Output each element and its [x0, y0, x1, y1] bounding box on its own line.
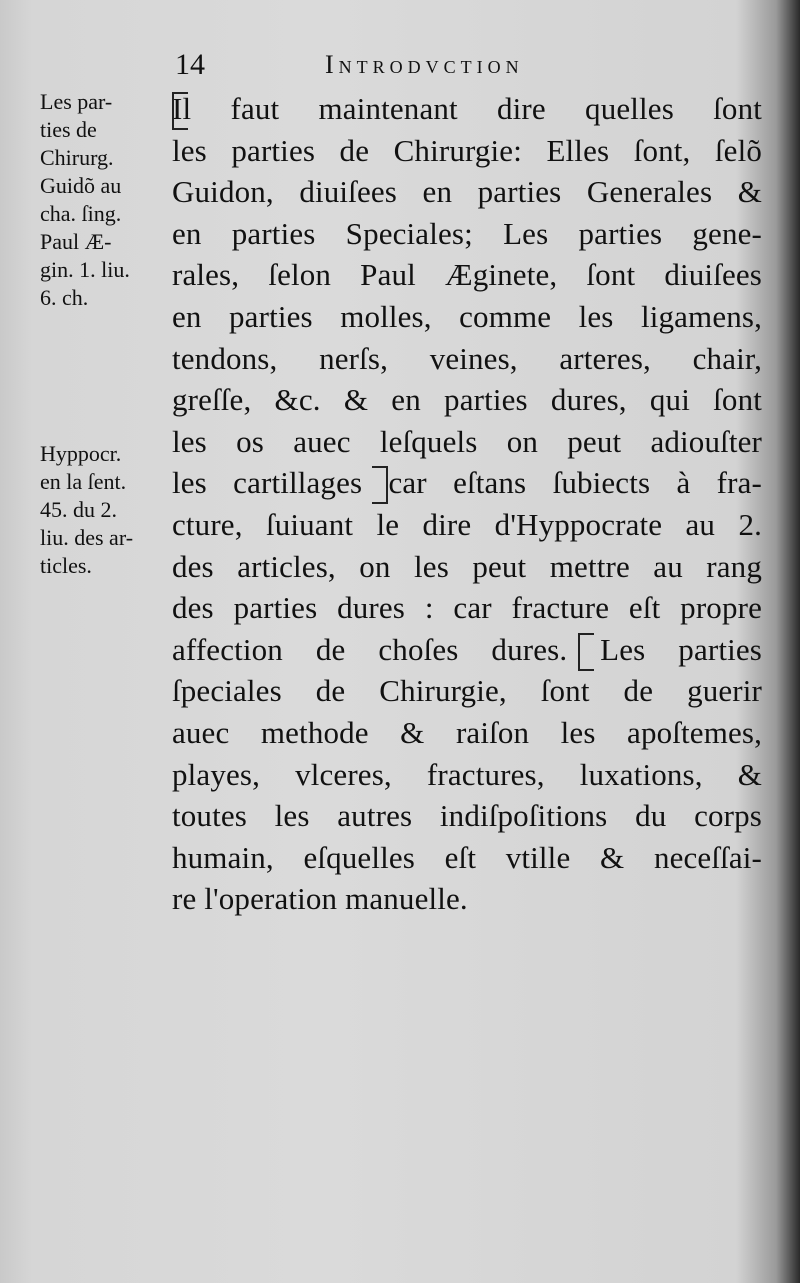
margin-note-parties [40, 88, 170, 312]
body-line: les os auec leſquels on peut adiouſter [172, 423, 762, 459]
body-line: affection de choſes dures. Les parties [172, 631, 762, 667]
body-line: les parties de Chirurgie: Elles ſont, ſelõ [172, 132, 762, 168]
body-line: en parties molles, comme les ligamens, [172, 298, 762, 334]
body-line: des articles, on les peut mettre au rang [172, 548, 762, 584]
body-line: tendons, nerſs, veines, arteres, chair, [172, 340, 762, 376]
body-line: Il faut maintenant dire quelles ſont [172, 91, 762, 126]
margin-note-line: Les par- [40, 89, 113, 114]
margin-note-line: Guidõ au [40, 173, 122, 198]
open-bracket-mark [578, 633, 594, 671]
margin-note-line: en la ſent. [40, 469, 127, 494]
body-line: les cartillages car eſtans ſubiects à fra- [172, 465, 762, 501]
body-line: ſpeciales de Chirurgie, ſont de guerir [172, 673, 762, 709]
margin-note-line: 45. du 2. [40, 497, 117, 522]
body-line: des parties dures : car fracture eſt propre [172, 590, 762, 626]
margin-note-line: liu. des ar- [40, 525, 134, 550]
body-line: toutes les autres indiſpoſitions du corps [172, 798, 762, 834]
body-line: playes, vlceres, fractures, luxations, & [172, 756, 762, 792]
body-text [172, 88, 762, 920]
body-line: humain, eſquelles eſt vtille & neceſſai- [172, 839, 762, 875]
header-title: Introdvction [325, 50, 524, 79]
body-line: en parties Speciales; Les parties gene- [172, 215, 762, 251]
body-line: auec methode & raiſon les apoſtemes, [172, 714, 762, 750]
margin-note-line: ties de [40, 117, 97, 142]
open-bracket-mark [172, 92, 188, 130]
running-head [175, 48, 765, 88]
body-line: re l'operation manuelle. [172, 881, 468, 917]
margin-note-line: Hyppocr. [40, 441, 122, 466]
margin-note-line: cha. ſing. [40, 201, 122, 226]
margin-note-line: 6. ch. [40, 285, 89, 310]
margin-note-line: ticles. [40, 553, 92, 578]
body-line: Guidon, diuiſees en parties Generales & [172, 174, 762, 210]
body-line: greſſe, &c. & en parties dures, qui ſont [172, 382, 762, 418]
margin-notes [40, 88, 170, 580]
body-line: cture, ſuiuant le dire d'Hyppocrate au 2. [172, 506, 762, 542]
body-line: rales, ſelon Paul Æginete, ſont diuiſees [172, 257, 762, 293]
margin-note-hyppocrate [40, 440, 170, 580]
page-number: 14 [175, 48, 205, 81]
close-bracket-mark [372, 466, 388, 504]
margin-note-line: Chirurg. [40, 145, 114, 170]
margin-note-line: gin. 1. liu. [40, 257, 130, 282]
margin-note-line: Paul Æ- [40, 229, 112, 254]
